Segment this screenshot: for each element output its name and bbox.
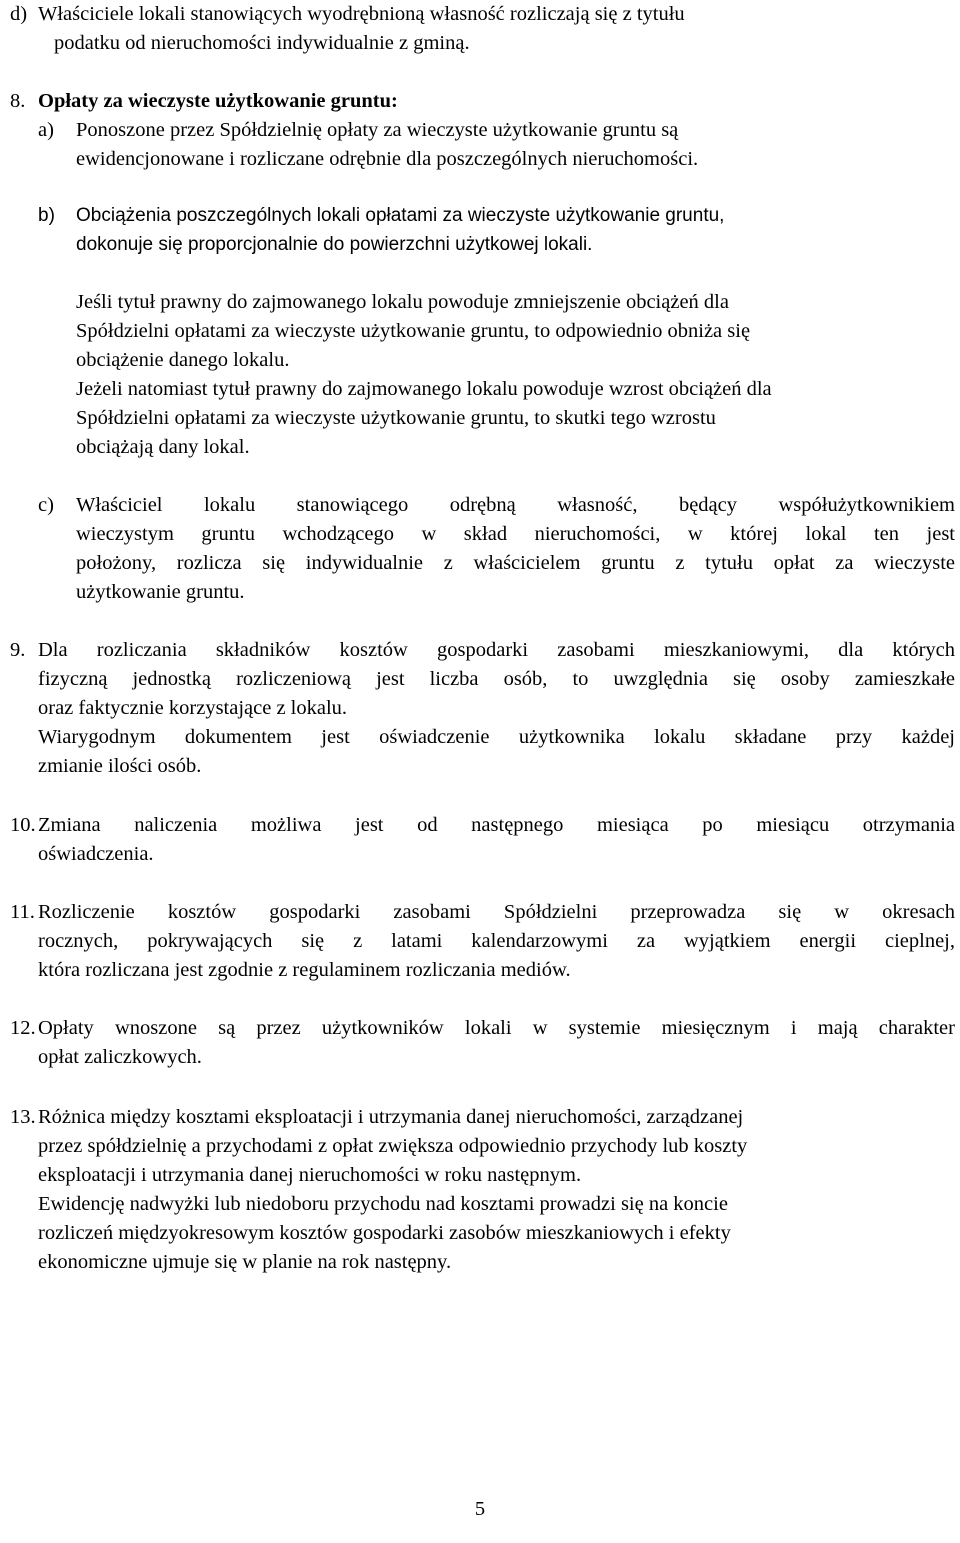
section-9-text [38,636,955,781]
section-13-text [38,1103,747,1277]
item-b-text [76,201,724,259]
text-line: Rozliczenie kosztów gospodarki zasobami Spółdzielni przeprowadza się w okresach [38,901,955,923]
text-line: Dla rozliczania składników kosztów gospodarki zasobami mieszkaniowymi, dla których [38,639,955,661]
section-8-heading: Opłaty za wieczyste użytkowanie gruntu: [38,90,398,112]
section-11-text [38,898,955,985]
item-b-paragraph-1 [76,288,750,375]
text-line: Ponoszone przez Spółdzielnię opłaty za wieczyste użytkowanie gruntu są [76,119,679,141]
text-line: eksploatacji i utrzymania danej nieruchomości w roku następnym. [38,1164,582,1186]
text-line: ewidencjonowane i rozliczane odrębnie dla poszczególnych nieruchomości. [76,148,699,170]
item-b-paragraph-2 [76,375,772,462]
section-10-text [38,811,955,869]
section-number-8: 8. [10,90,26,112]
text-line: ekonomiczne ujmuje się w planie na rok następny. [38,1251,452,1273]
text-line: położony, rozlicza się indywidualnie z właścicielem gruntu z tytułu opłat za wieczyste [76,552,955,574]
text-line: Wiarygodnym dokumentem jest oświadczenie użytkownika lokalu składane przy każdej [38,726,955,748]
text-line: która rozliczana jest zgodnie z regulaminem rozliczania mediów. [38,959,571,981]
section-number-13: 13. [10,1106,36,1128]
text-line: rozliczeń międzyokresowym kosztów gospodarki zasobów mieszkaniowych i efekty [38,1222,731,1244]
text-line: rocznych, pokrywających się z latami kalendarzowymi za wyjątkiem energii cieplnej, [38,930,955,952]
text-line: obciążają dany lokal. [76,436,250,458]
item-a-text [76,116,698,174]
text-line: użytkowanie gruntu. [76,581,245,603]
item-marker-c: c) [38,494,54,516]
section-number-9: 9. [10,639,26,661]
text-line: Spółdzielni opłatami za wieczyste użytkowanie gruntu, to odpowiednio obniża się [76,320,751,342]
text-line: Spółdzielni opłatami za wieczyste użytkowanie gruntu, to skutki tego wzrostu [76,407,716,429]
text-line: opłat zaliczkowych. [38,1046,202,1068]
text-line: Ewidencję nadwyżki lub niedoboru przychodu nad kosztami prowadzi się na koncie [38,1193,728,1215]
text-line: Opłaty wnoszone są przez użytkowników lokali w systemie miesięcznym i mają charakter [38,1017,955,1039]
text-line: przez spółdzielnię a przychodami z opłat zwiększa odpowiednio przychody lub koszty [38,1135,748,1157]
text-line: oraz faktycznie korzystające z lokalu. [38,697,348,719]
text-line: oświadczenia. [38,843,154,865]
item-c-text [76,491,955,607]
item-marker-a: a) [38,119,54,141]
section-number-12: 12. [10,1017,36,1039]
text-line: Właściciel lokalu stanowiącego odrębną własność, będący współużytkownikiem [76,494,955,516]
text-line: zmianie ilości osób. [38,755,202,777]
item-b [38,201,55,230]
text-line: wieczystym gruntu wchodzącego w skład nieruchomości, w której lokal ten jest [76,523,955,545]
text-line: Różnica między kosztami eksploatacji i utrzymania danej nieruchomości, zarządzanej [38,1106,744,1128]
text-line: fizyczną jednostką rozliczeniową jest liczba osób, to uwzględnia się osoby zamieszkałe [38,668,955,690]
text-line: obciążenie danego lokalu. [76,349,290,371]
text-line: Zmiana naliczenia możliwa jest od następnego miesiąca po miesiącu otrzymania [38,814,955,836]
section-number-11: 11. [10,901,35,923]
page-number: 5 [474,1498,486,1520]
section-number-10: 10. [10,814,36,836]
item-marker-b: b) [38,205,55,226]
text-line: Właściciele lokali stanowiących wyodrębnioną własność rozliczają się z tytułu [38,3,685,25]
text-line: Jeżeli natomiast tytuł prawny do zajmowanego lokalu powoduje wzrost obciążeń dla [76,378,772,400]
item-d-text [38,0,685,58]
item-marker-d: d) [10,3,28,25]
text-line: podatku od nieruchomości indywidualnie z gminą. [54,32,470,54]
text-line: Jeśli tytuł prawny do zajmowanego lokalu powoduje zmniejszenie obciążeń dla [76,291,729,313]
section-12-text [38,1014,955,1072]
text-line: dokonuje się proporcjonalnie do powierzchni użytkowej lokali. [76,234,593,255]
text-line: Obciążenia poszczególnych lokali opłatami za wieczyste użytkowanie gruntu, [76,205,725,226]
